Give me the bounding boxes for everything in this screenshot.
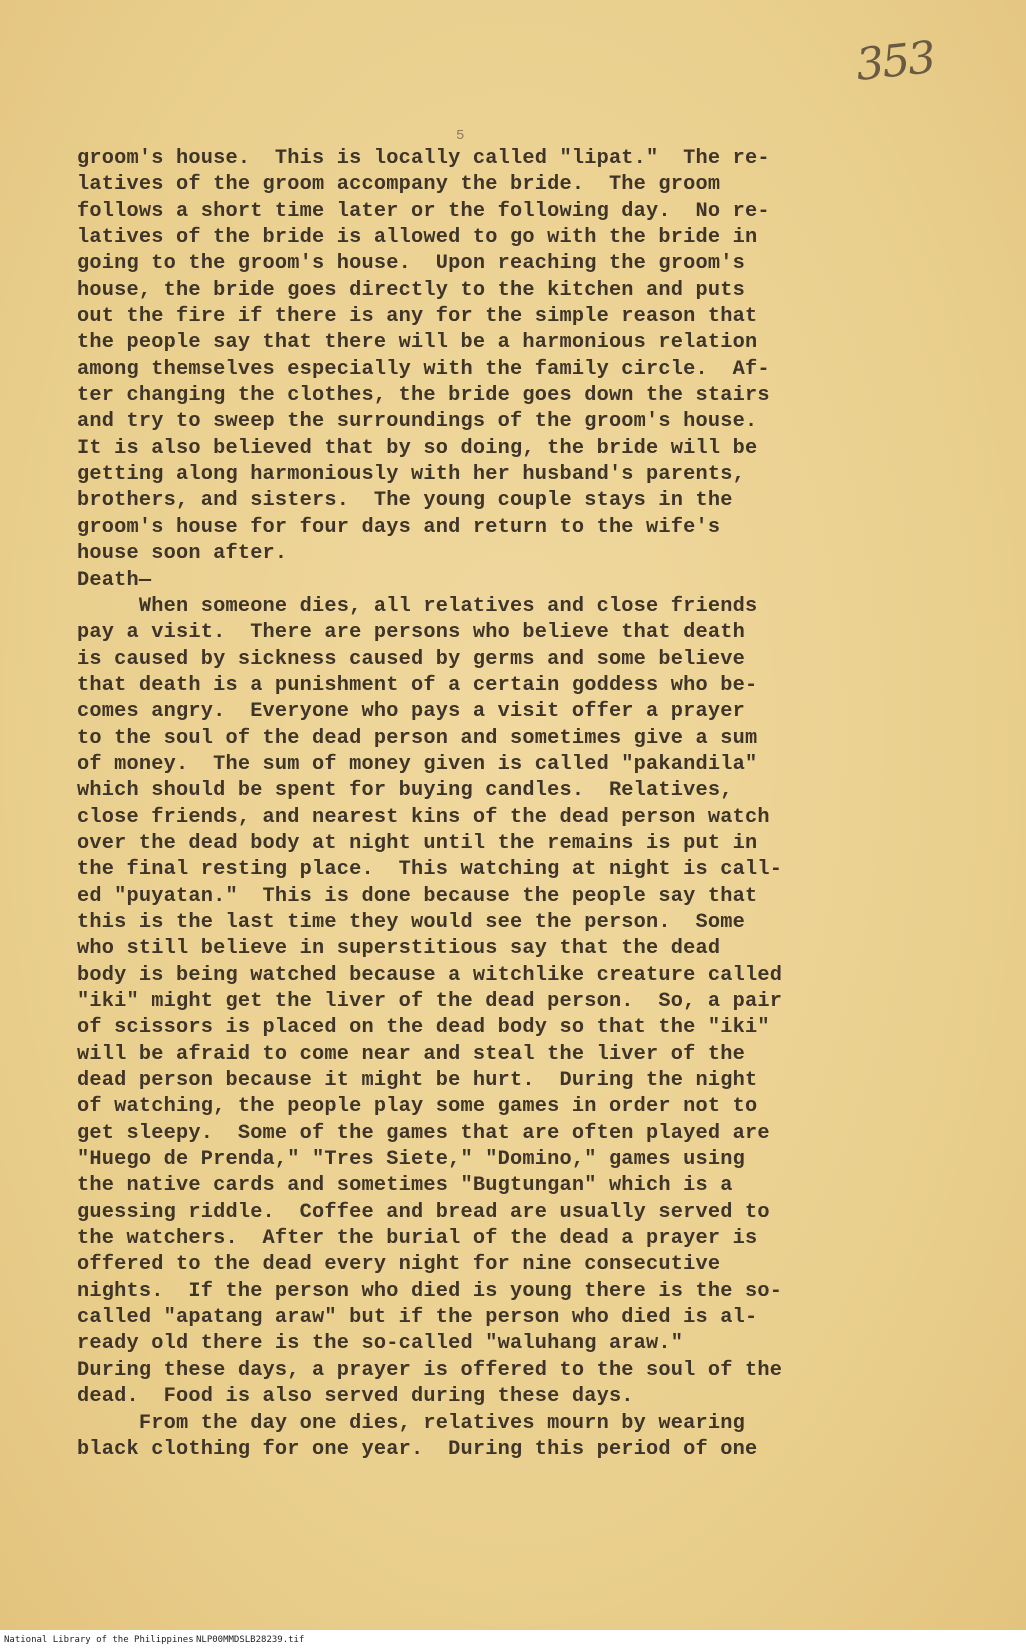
text-line: over the dead body at night until the remains is put in <box>77 831 758 855</box>
text-line: groom's house for four days and return to the wife's <box>77 515 721 539</box>
text-line: out the fire if there is any for the simple reason that <box>77 305 758 329</box>
text-line: the native cards and sometimes "Bugtungan" which is a <box>77 1174 733 1198</box>
text-line: dead. Food is also served during these days. <box>77 1385 634 1409</box>
text-line: of watching, the people play some games in order not to <box>77 1095 758 1119</box>
footer-library-name: National Library of the Philippines <box>4 1635 194 1645</box>
text-line: nights. If the person who died is young there is the so- <box>77 1279 783 1303</box>
text-line: among themselves especially with the family circle. Af- <box>77 357 770 381</box>
text-line: this is the last time they would see the person. Some <box>77 910 746 934</box>
text-line: of money. The sum of money given is called "pakandila" <box>77 752 758 776</box>
text-line: is caused by sickness caused by germs and some believe <box>77 647 746 671</box>
text-line: the final resting place. This watching at night is call- <box>77 858 783 882</box>
text-line: It is also believed that by so doing, the bride will be <box>77 436 758 460</box>
text-line: groom's house. This is locally called "lipat." The re- <box>77 147 770 170</box>
text-line: "Huego de Prenda," "Tres Siete," "Domino," games using <box>77 1148 746 1172</box>
text-line: called "apatang araw" but if the person who died is al- <box>77 1306 758 1330</box>
text-line: offered to the dead every night for nine consecutive <box>77 1253 721 1277</box>
text-line: dead person because it might be hurt. During the night <box>77 1069 758 1093</box>
text-line: close friends, and nearest kins of the dead person watch <box>77 805 770 829</box>
text-line: ed "puyatan." This is done because the people say that <box>77 884 758 908</box>
text-line: latives of the bride is allowed to go with the bride in <box>77 226 758 250</box>
text-line: body is being watched because a witchlike creature called <box>77 963 783 987</box>
text-line: the people say that there will be a harmonious relation <box>77 331 758 355</box>
text-line: to the soul of the dead person and sometimes give a sum <box>77 726 758 750</box>
text-line: getting along harmoniously with her husband's parents, <box>77 463 746 487</box>
text-line: going to the groom's house. Upon reaching the groom's <box>77 252 746 276</box>
text-line: brothers, and sisters. The young couple stays in the <box>77 489 733 513</box>
text-line: "iki" might get the liver of the dead person. So, a pair <box>77 990 783 1013</box>
text-line: will be afraid to come near and steal the liver of the <box>77 1042 746 1066</box>
text-line: and try to sweep the surroundings of the groom's house. <box>77 410 758 434</box>
text-line: Death— <box>77 568 152 592</box>
text-line: ready old there is the so-called "waluhang araw." <box>77 1332 684 1356</box>
text-line: the watchers. After the burial of the dead a prayer is <box>77 1227 758 1251</box>
text-line: who still believe in superstitious say that the dead <box>77 937 721 961</box>
text-line: house soon after. <box>77 542 288 566</box>
text-line: pay a visit. There are persons who believe that death <box>77 621 746 645</box>
text-line: latives of the groom accompany the bride. The groom <box>77 173 721 197</box>
text-line: During these days, a prayer is offered to the soul of the <box>77 1358 783 1382</box>
text-line: black clothing for one year. During this period of one <box>77 1437 758 1461</box>
footer-file-name: NLP00MMDSLB28239.tif <box>196 1635 305 1645</box>
text-line: which should be spent for buying candles. Relatives, <box>77 779 733 803</box>
scan-footer <box>0 1630 1026 1650</box>
faint-pencil-mark: 5 <box>456 128 465 144</box>
handwritten-page-number: 353 <box>853 32 937 91</box>
text-line: follows a short time later or the following day. No re- <box>77 199 770 223</box>
text-line: of scissors is placed on the dead body so that the "iki" <box>77 1016 770 1040</box>
text-line: comes angry. Everyone who pays a visit offer a prayer <box>77 700 746 724</box>
text-line: that death is a punishment of a certain goddess who be- <box>77 673 758 697</box>
text-line: get sleepy. Some of the games that are often played are <box>77 1121 770 1145</box>
text-line: house, the bride goes directly to the kitchen and puts <box>77 278 746 302</box>
text-line: guessing riddle. Coffee and bread are usually served to <box>77 1200 770 1224</box>
typewritten-body-text <box>77 146 977 1463</box>
text-line: ter changing the clothes, the bride goes down the stairs <box>77 384 770 408</box>
text-line: From the day one dies, relatives mourn by wearing <box>77 1411 746 1435</box>
text-line: When someone dies, all relatives and close friends <box>77 594 758 618</box>
